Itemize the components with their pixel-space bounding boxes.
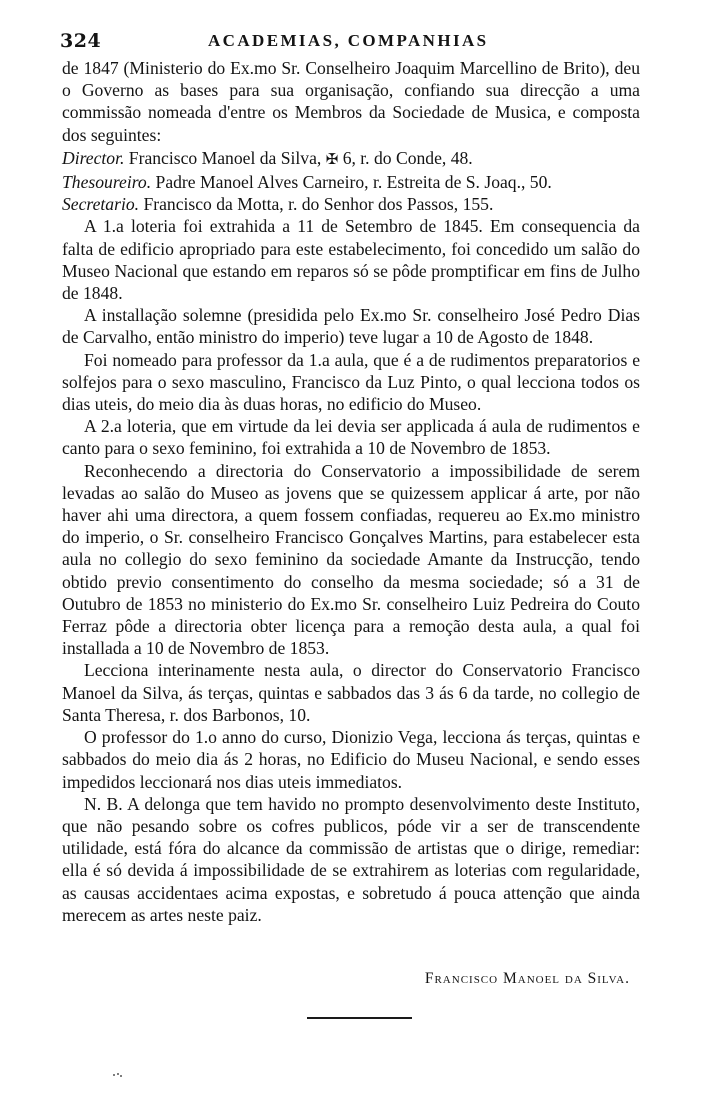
- cross-icon: ✠: [325, 151, 339, 168]
- role-label: Director.: [62, 147, 125, 168]
- role-label: Secretario.: [62, 194, 140, 215]
- page-number: 324: [60, 30, 102, 52]
- paragraph-first-year-teacher: O professor do 1.o anno do curso, Dionizio Vega, lecciona ás terças, quintas e sabbados do meio dia ás 2 horas, no Edificio do Museu Nacional, e sendo esses impedidos leccionará nos dias uteis immediatos.: [62, 727, 640, 792]
- intro-paragraph: de 1847 (Ministerio do Ex.mo Sr. Conselheiro Joaquim Marcellino de Brito), deu o Governo as bases para sua organisação, confiando sua direcção a uma commissão nomeada d'entre os Membros da Sociedade de Musica, e composta dos seguintes:: [62, 58, 640, 145]
- paragraph-installation: A installação solemne (presidida pelo Ex.mo Sr. conselheiro José Pedro Dias de Carvalho, então ministro do imperio) teve lugar a 10 de Agosto de 1848.: [62, 305, 640, 348]
- role-text: Francisco Manoel da Silva,: [128, 147, 322, 168]
- paragraph-note: N. B. A delonga que tem havido no prompto desenvolvimento deste Instituto, que não pesando sobre os cofres publicos, póde vir a ser de transcendente utilidade, está fóra do alcance da commissão de artistas que o dirige, remediar: ella é só devida á impossibilidade de se extrahirem as loterias com regularidade, as causas accidentaes acima expostas, e sobretudo á pouca attenção que ainda merecem as artes neste paiz.: [62, 793, 640, 925]
- role-text: Francisco da Motta, r. do Senhor dos Passos, 155.: [143, 194, 494, 215]
- closing-rule: [307, 1017, 412, 1019]
- page-header: [60, 30, 640, 58]
- commission-secretary: [62, 193, 640, 215]
- commission-director: [62, 147, 640, 171]
- running-title: ACADEMIAS, COMPANHIAS: [208, 31, 489, 50]
- page-body: [62, 57, 640, 926]
- paragraph-relocation: Reconhecendo a directoria do Conservatorio a impossibilidade de serem levadas ao salão do Museo as jovens que se quizessem applicar á arte, por não haver ahi uma directora, a quem fossem confiadas, requereu ao Ex.mo ministro do imperio, o Sr. conselheiro Francisco Gonçalves Martins, para estabelecer esta aula no collegio do sexo feminino da sociedade Amante da Instrucção, tendo obtido previo consentimento do conselho da mesma sociedade; só a 31 de Outubro de 1853 no ministerio do Ex.mo Sr. conselheiro Luiz Pedreira do Couto Ferraz pôde a directoria obter licença para a remoção desta aula, a qual foi installada a 10 de Novembro de 1853.: [62, 460, 640, 659]
- paragraph-first-lottery: A 1.a loteria foi extrahida a 11 de Setembro de 1845. Em consequencia da falta de edificio apropriado para este estabelecimento, foi concedido um salão do Museo Nacional que estando em reparos só se pôde promptificar em fins de Julho de 1848.: [62, 216, 640, 304]
- paragraph-interim-teacher: Lecciona interinamente nesta aula, o director do Conservatorio Francisco Manoel da Silva, ás terças, quintas e sabbados das 3 ás 6 da tarde, no collegio de Santa Theresa, r. dos Barbonos, 10.: [62, 660, 640, 725]
- ink-speck: [113, 1073, 123, 1077]
- commission-treasurer: [62, 171, 640, 193]
- role-text: Padre Manoel Alves Carneiro, r. Estreita de S. Joaq., 50.: [155, 172, 552, 193]
- commission-list: [62, 147, 640, 216]
- role-label: Thesoureiro.: [62, 172, 152, 193]
- paragraph-first-class: Foi nomeado para professor da 1.a aula, que é a de rudimentos preparatorios e solfejos para o sexo masculino, Francisco da Luz Pinto, o qual lecciona todos os dias uteis, do meio dia às duas horas, no edificio do Museo.: [62, 349, 640, 415]
- role-text-after: 6, r. do Conde, 48.: [342, 147, 473, 168]
- paragraph-second-lottery: A 2.a loteria, que em virtude da lei devia ser applicada á aula de rudimentos e canto para o sexo feminino, foi extrahida a 10 de Novembro de 1853.: [62, 416, 640, 459]
- signature: Francisco Manoel da Silva.: [424, 970, 630, 987]
